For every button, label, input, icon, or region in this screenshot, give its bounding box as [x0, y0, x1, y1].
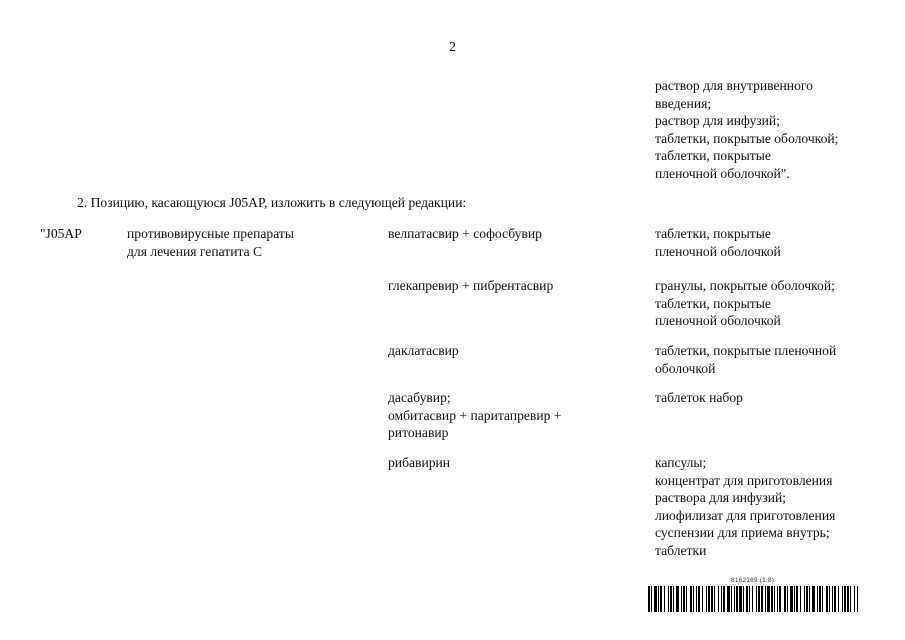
barcode-bar — [800, 586, 801, 612]
barcode-caption: 8162169 (1.8) — [731, 577, 775, 584]
barcode-bar — [790, 586, 793, 612]
inn-line: омбитасвир + паритапревир + — [388, 407, 562, 423]
barcode-bar — [658, 586, 659, 612]
barcode-bar — [854, 586, 855, 612]
form-line: оболочкой — [655, 360, 716, 376]
barcode-bar — [654, 586, 657, 612]
barcode-bar — [660, 586, 662, 612]
atc-code — [40, 225, 82, 243]
barcode-bar — [850, 586, 851, 612]
barcode-bar — [670, 586, 672, 612]
barcode-bar — [739, 586, 742, 612]
barcode-bar — [743, 586, 744, 612]
barcode-bar — [648, 586, 650, 612]
barcode-bar — [686, 586, 687, 612]
barcode-bar — [681, 586, 682, 612]
group-line: для лечения гепатита С — [127, 243, 263, 259]
inn-line: дасабувир; — [388, 390, 451, 405]
barcode-bar — [693, 586, 694, 612]
barcode-bar — [817, 586, 818, 612]
barcode-bar — [702, 586, 703, 612]
barcode-bar — [847, 586, 849, 612]
barcode-bar — [842, 586, 843, 612]
barcode-bar — [758, 586, 760, 612]
barcode-bar — [706, 586, 707, 612]
continuation-line: введения; — [655, 95, 712, 111]
barcode-bar — [771, 586, 773, 612]
barcode-bar — [765, 586, 766, 612]
barcode-bar — [752, 586, 753, 612]
form-line: раствора для инфузий; — [655, 490, 787, 505]
barcode-bar — [784, 586, 786, 612]
barcode-bar — [721, 586, 722, 612]
dosage-form-cell — [655, 225, 781, 260]
barcode-bar — [832, 586, 833, 612]
continuation-line: таблетки, покрытые — [655, 148, 771, 163]
barcode-bar — [664, 586, 665, 612]
barcode-bar — [857, 586, 858, 612]
form-line: таблетки — [655, 542, 707, 558]
barcode-bar — [838, 586, 839, 612]
dosage-form-cell — [655, 389, 743, 407]
inn-line: ритонавир — [388, 425, 449, 440]
form-line: таблетки, покрытые пленочной — [655, 343, 837, 358]
form-line: таблетки, покрытые — [655, 295, 771, 311]
barcode-bar — [822, 586, 823, 612]
barcode-bar — [844, 586, 846, 612]
barcode-bar — [696, 586, 697, 612]
dosage-form-cell — [655, 277, 835, 330]
barcode-bar — [746, 586, 748, 612]
inn-line: глекапревир + пибрентасвир — [388, 278, 554, 293]
barcode-bar — [777, 586, 778, 612]
form-line: концентрат для приготовления — [655, 472, 833, 488]
barcode-bar — [714, 586, 715, 612]
barcode-bar — [756, 586, 757, 612]
form-line: таблеток набор — [655, 390, 743, 405]
continuation-line: раствор для внутривенного — [655, 78, 813, 93]
barcode-bar — [767, 586, 770, 612]
atc-code-text: "J05AP — [40, 226, 82, 241]
barcode-bar — [834, 586, 836, 612]
barcode-bar — [736, 586, 738, 612]
continuation-line: раствор для инфузий; — [655, 113, 780, 128]
barcode-bar — [676, 586, 679, 612]
barcode-bar — [683, 586, 685, 612]
form-line: лиофилизат для приготовления — [655, 507, 836, 523]
form-line: таблетки, покрытые — [655, 226, 771, 241]
barcode-bar — [690, 586, 692, 612]
group-line: противовирусные препараты — [127, 226, 294, 241]
continuation-dosage-forms — [655, 77, 838, 182]
barcode-bar — [711, 586, 713, 612]
barcode-bar — [794, 586, 795, 612]
continuation-line: таблетки, покрытые оболочкой; — [655, 130, 839, 146]
barcode-bar — [731, 586, 732, 612]
dosage-form-cell — [655, 342, 836, 377]
barcode — [648, 586, 860, 612]
amendment-item-text: 2. Позицию, касающуюся J05AP, изложить в следующей редакции: — [77, 195, 467, 210]
dosage-form-cell — [655, 454, 835, 559]
page-number: 2 — [449, 39, 456, 54]
barcode-bar — [734, 586, 735, 612]
drug-group-name — [127, 225, 294, 260]
barcode-bar — [779, 586, 781, 612]
barcode-bar — [749, 586, 750, 612]
barcode-bar — [796, 586, 798, 612]
form-line: пленочной оболочкой — [655, 243, 781, 259]
barcode-bar — [819, 586, 821, 612]
barcode-bar — [804, 586, 805, 612]
form-line: гранулы, покрытые оболочкой; — [655, 278, 835, 293]
inn-line: даклатасвир — [388, 343, 459, 358]
barcode-bar — [774, 586, 775, 612]
barcode-bar — [718, 586, 719, 612]
barcode-bar — [809, 586, 810, 612]
barcode-bar — [806, 586, 808, 612]
barcode-bar — [651, 586, 652, 612]
form-line: суспензии для приема внутрь; — [655, 525, 830, 540]
form-line: пленочной оболочкой — [655, 313, 781, 328]
form-line: капсулы; — [655, 455, 707, 470]
barcode-bar — [761, 586, 763, 612]
inn-line: рибавирин — [388, 455, 451, 470]
inn-cell — [388, 454, 450, 472]
inn-cell — [388, 277, 553, 295]
inn-cell — [388, 342, 459, 360]
inn-cell — [388, 225, 542, 243]
barcode-bar — [829, 586, 830, 612]
barcode-bar — [708, 586, 710, 612]
barcode-bar — [826, 586, 828, 612]
barcode-bar — [673, 586, 674, 612]
barcode-bar — [668, 586, 669, 612]
inn-cell — [388, 389, 561, 442]
continuation-line: пленочной оболочкой". — [655, 165, 790, 181]
inn-line: велпатасвир + софосбувир — [388, 226, 542, 241]
barcode-bar — [787, 586, 788, 612]
barcode-bar — [727, 586, 730, 612]
barcode-bar — [698, 586, 700, 612]
barcode-bar — [812, 586, 815, 612]
barcode-bar — [723, 586, 725, 612]
